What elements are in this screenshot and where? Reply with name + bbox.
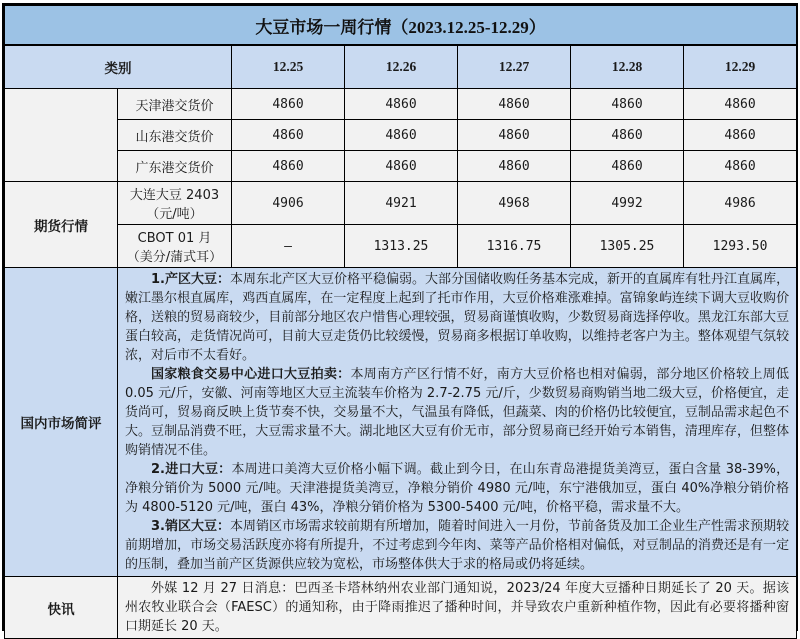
news-section-label: 快讯 bbox=[5, 577, 118, 639]
row-label-cbot-jan bbox=[118, 225, 232, 268]
price-cell: 4921 bbox=[345, 182, 458, 225]
row-label-guangdong-port: 广东港交货价 bbox=[118, 151, 232, 182]
row-label-line1: CBOT 01 月 bbox=[137, 231, 212, 246]
price-cell: 4860 bbox=[458, 120, 571, 151]
price-cell: 4860 bbox=[345, 120, 458, 151]
table-row bbox=[5, 120, 797, 151]
price-cell: 4968 bbox=[458, 182, 571, 225]
price-cell: 4860 bbox=[571, 151, 684, 182]
table-row bbox=[5, 151, 797, 182]
price-cell: 4860 bbox=[232, 120, 345, 151]
table-row bbox=[5, 225, 797, 268]
price-cell: — bbox=[232, 225, 345, 268]
row-label-shandong-port: 山东港交货价 bbox=[118, 120, 232, 151]
row-label-line1: 大连大豆 2403 bbox=[129, 188, 220, 203]
column-header-date-1: 12.25 bbox=[232, 45, 345, 89]
price-cell: 4860 bbox=[458, 151, 571, 182]
column-header-category: 类别 bbox=[5, 45, 232, 89]
price-cell: 4860 bbox=[684, 89, 797, 120]
price-cell: 1293.50 bbox=[684, 225, 797, 268]
price-cell: 1316.75 bbox=[458, 225, 571, 268]
review-paragraph-sales-area: 3.销区大豆：本周销区市场需求较前期有所增加，随着时间进入一月份，节前备货及加工企业生产性需求预期较前期增加，市场交易活跃度亦将有所提升，不过考虑到今年肉、菜等产品价格相对偏低，对豆制品的消费还是有一定的压制，叠加当前产区货源供应较为宽松，市场整体供大于求的格局或仍将延续。 bbox=[125, 519, 790, 572]
price-cell: 4986 bbox=[684, 182, 797, 225]
price-cell: 4860 bbox=[232, 151, 345, 182]
news-text-cell bbox=[118, 577, 797, 639]
price-cell: 4860 bbox=[684, 151, 797, 182]
price-cell: 4860 bbox=[684, 120, 797, 151]
page-title: 大豆市场一周行情（2023.12.25-12.29） bbox=[5, 6, 797, 46]
row-label-dalian-soybean-2403 bbox=[118, 182, 232, 225]
price-cell: 4906 bbox=[232, 182, 345, 225]
price-cell: 1313.25 bbox=[345, 225, 458, 268]
row-label-line2: （元/吨） bbox=[146, 207, 203, 222]
table-row bbox=[5, 182, 797, 225]
review-paragraph-producing-area: 1.产区大豆：本周东北产区大豆价格平稳偏弱。大部分国储收购任务基本完成，新开的直属库有牡丹江直属库，嫩江墨尔根直属库，鸡西直属库，在一定程度上起到了托市作用，大豆价格难涨难掉。富锦象屿连续下调大豆收购价格，送粮的贸易商较少，目前部分地区农户惜售心理较强，贸易商谨慎收购，少数贸易商选择停收。黑龙江东部大豆蛋白较高，走货情况尚可，目前大豆走货仍比较缓慢，贸易商多根据订单收购，以维持老客户为主。整体观望气氛较浓，对后市不太看好。 bbox=[125, 272, 790, 363]
news-paragraph: 外媒 12 月 27 日消息：巴西圣卡塔林纳州农业部门通知说，2023/24 年度大豆播种日期延长了 20 天。据该州农牧业联合会（FAESC）的通知称，由于降雨推迟了播种时间，并导致农户重新种植作物，因此有必要将播种窗口期延长 20 天。 bbox=[125, 581, 790, 634]
price-cell: 4860 bbox=[345, 89, 458, 120]
price-cell: 4992 bbox=[571, 182, 684, 225]
price-cell: 4860 bbox=[345, 151, 458, 182]
price-cell: 1305.25 bbox=[571, 225, 684, 268]
review-paragraph-imported-soybean: 2.进口大豆：本周进口美湾大豆价格小幅下调。截止到今日，在山东青岛港提货美湾豆，蛋白含量 38-39%，净粮分销价为 5000 元/吨。天津港提货美湾豆，净粮分销价 4980 元/吨，东宁港俄加豆，蛋白 40%净粮分销价格为 4800-5120 元/吨，蛋白 43%，净粮分销价格为 5300-5400 元/吨，价格平稳，需求量不大。 bbox=[125, 462, 790, 515]
spot-section-cell bbox=[5, 89, 118, 182]
review-text-cell bbox=[118, 268, 797, 577]
row-label-tianjin-port: 天津港交货价 bbox=[118, 89, 232, 120]
price-cell: 4860 bbox=[232, 89, 345, 120]
price-cell: 4860 bbox=[571, 89, 684, 120]
table-row bbox=[5, 577, 797, 639]
column-header-date-3: 12.27 bbox=[458, 45, 571, 89]
price-cell: 4860 bbox=[571, 120, 684, 151]
column-header-date-4: 12.28 bbox=[571, 45, 684, 89]
review-paragraph-grain-exchange-auction: 国家粮食交易中心进口大豆拍卖：本周南方产区行情不好，南方大豆价格也相对偏弱，部分地区价格较上周低 0.05 元/斤，安徽、河南等地区大豆主流装车价格为 2.7-2.75 元/斤，少数贸易商购销当地二级大豆，价格便宜，走货尚可，贸易商反映上货节奏不快，交易量不大，气温虽有降低，但蔬菜、肉的价格仍比较便宜，豆制品需求起色不大。豆制品消费不旺，大豆需求量不大。湖北地区大豆有价无市，部分贸易商已经开始亏本销售，清理库存，但整体购销情况不佳。 bbox=[125, 367, 790, 458]
table-row bbox=[5, 89, 797, 120]
review-section-label: 国内市场简评 bbox=[5, 268, 118, 577]
column-header-date-2: 12.26 bbox=[345, 45, 458, 89]
row-label-line2: （美分/蒲式耳） bbox=[126, 250, 223, 265]
table-row bbox=[5, 268, 797, 577]
weekly-report-table bbox=[2, 3, 798, 634]
price-cell: 4860 bbox=[458, 89, 571, 120]
column-header-date-5: 12.29 bbox=[684, 45, 797, 89]
futures-section-label: 期货行情 bbox=[5, 182, 118, 268]
